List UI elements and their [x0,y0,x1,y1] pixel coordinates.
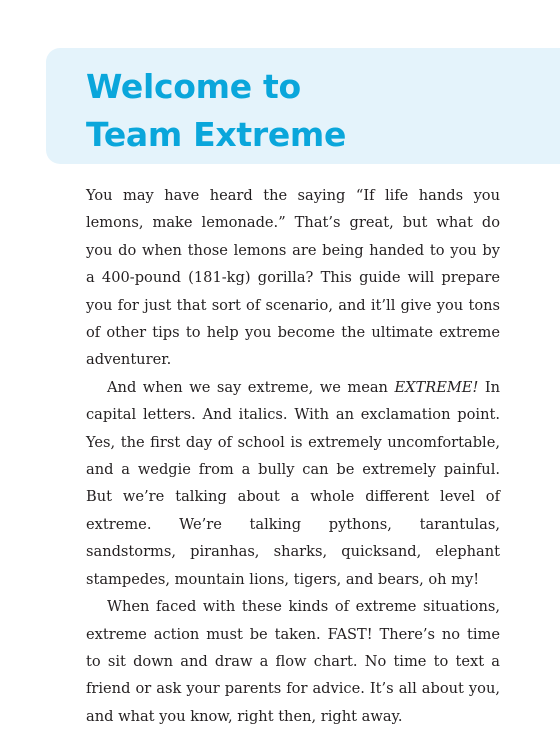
title-line-2: Team Extreme [86,115,347,154]
paragraph-2-start: And when we say extreme, we mean [107,378,395,396]
title-line-1: Welcome to [86,67,301,106]
paragraph-2 [86,374,500,593]
paragraph-2-emphasis: EXTREME! [394,378,479,396]
paragraph-3: When faced with these kinds of extreme situations, extreme action must be taken. FAST! There’s no time to sit down and draw a flow chart. No time to text a friend or ask your parents for advice. It’s all about you, and what you know, right then, right away. [86,598,500,725]
paragraph-2-end: In capital letters. And italics. With an exclamation point. Yes, the first day of school is extremely uncomfortable, and a wedgie from a bully can be extremely painful. But we’re talking about a whole different level of extreme. We’re talking pythons, tarantulas, sandstorms, piranhas, sharks, quicksand, elephant stampedes, mountain lions, tigers, and bears, oh my! [86,378,500,588]
paragraph-1: You may have heard the saying “If life hands you lemons, make lemonade.” That’s great, but what do you do when those lemons are being handed to you by a 400-pound (181-kg) gorilla? This guide will prepare you for just that sort of scenario, and it’ll give you tons of other tips to help you become the ultimate extreme adventurer. [86,187,500,369]
page-title [86,63,346,159]
body-text [86,182,500,730]
